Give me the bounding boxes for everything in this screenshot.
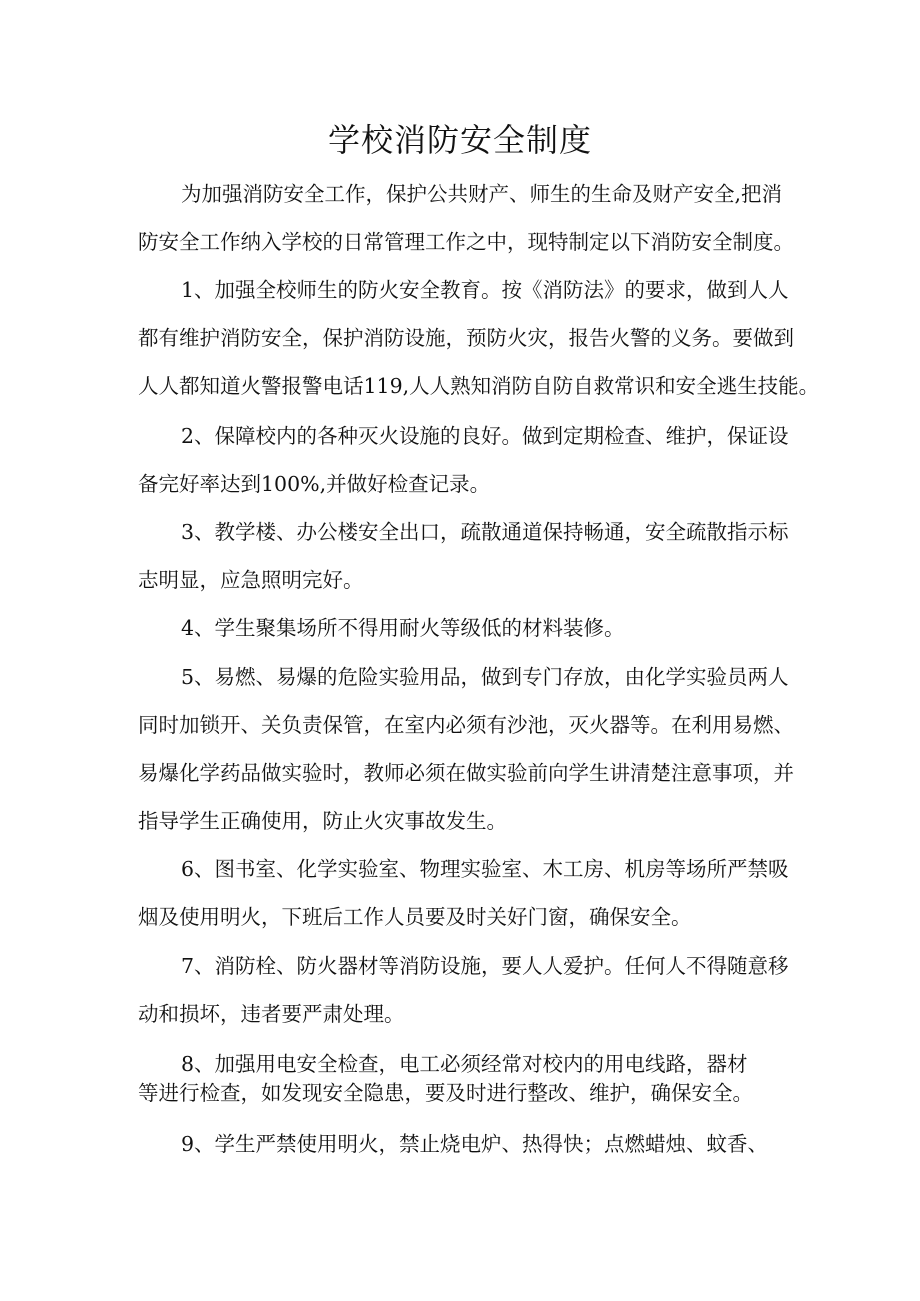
paragraph-line: 同时加锁开、关负责保管，在室内必须有沙池，灭火器等。在利用易燃、 xyxy=(138,713,794,737)
paragraph-line: 动和损坏，违者要严肃处理。 xyxy=(138,1002,405,1026)
paragraph-line: 5、易燃、易爆的危险实验用品，做到专门存放，由化学实验员两人 xyxy=(181,665,789,689)
paragraph-line: 6、图书室、化学实验室、物理实验室、木工房、机房等场所严禁吸 xyxy=(181,857,789,881)
paragraph-line: 都有维护消防安全，保护消防设施，预防火灾，报告火警的义务。要做到 xyxy=(138,326,794,350)
paragraph-line: 9、学生严禁使用明火，禁止烧电炉、热得快；点燃蜡烛、蚊香、 xyxy=(181,1132,769,1156)
paragraph-line: 等进行检查，如发现安全隐患，要及时进行整改、维护，确保安全。 xyxy=(138,1081,753,1105)
paragraph-line: 8、加强用电安全检查，电工必须经常对校内的用电线路，器材 xyxy=(181,1052,748,1076)
paragraph-line: 3、教学楼、办公楼安全出口，疏散通道保持畅通，安全疏散指示标 xyxy=(181,520,789,544)
paragraph-line: 1、加强全校师生的防火安全教育。按《消防法》的要求，做到人人 xyxy=(181,278,789,302)
paragraph-line: 7、消防栓、防火器材等消防设施，要人人爱护。任何人不得随意移 xyxy=(181,954,789,978)
paragraph-line: 易爆化学药品做实验时，教师必须在做实验前向学生讲清楚注意事项，并 xyxy=(138,761,794,785)
paragraph-line: 2、保障校内的各种灭火设施的良好。做到定期检查、维护，保证设 xyxy=(181,424,789,448)
paragraph-line: 指导学生正确使用，防止火灾事故发生。 xyxy=(138,809,507,833)
paragraph-line: 志明显，应急照明完好。 xyxy=(138,568,364,592)
paragraph-line: 人人都知道火警报警电话119,人人熟知消防自防自救常识和安全逃生技能。 xyxy=(138,374,820,398)
document-title: 学校消防安全制度 xyxy=(327,121,592,159)
paragraph-line: 为加强消防安全工作，保护公共财产、师生的生命及财产安全,把消 xyxy=(181,182,783,206)
paragraph-line: 烟及使用明火，下班后工作人员要及时关好门窗，确保安全。 xyxy=(138,905,692,929)
paragraph-line: 4、学生聚集场所不得用耐火等级低的材料装修。 xyxy=(181,616,625,640)
paragraph-line: 备完好率达到100%,并做好检查记录。 xyxy=(138,472,491,496)
paragraph-line: 防安全工作纳入学校的日常管理工作之中，现特制定以下消防安全制度。 xyxy=(138,230,794,254)
